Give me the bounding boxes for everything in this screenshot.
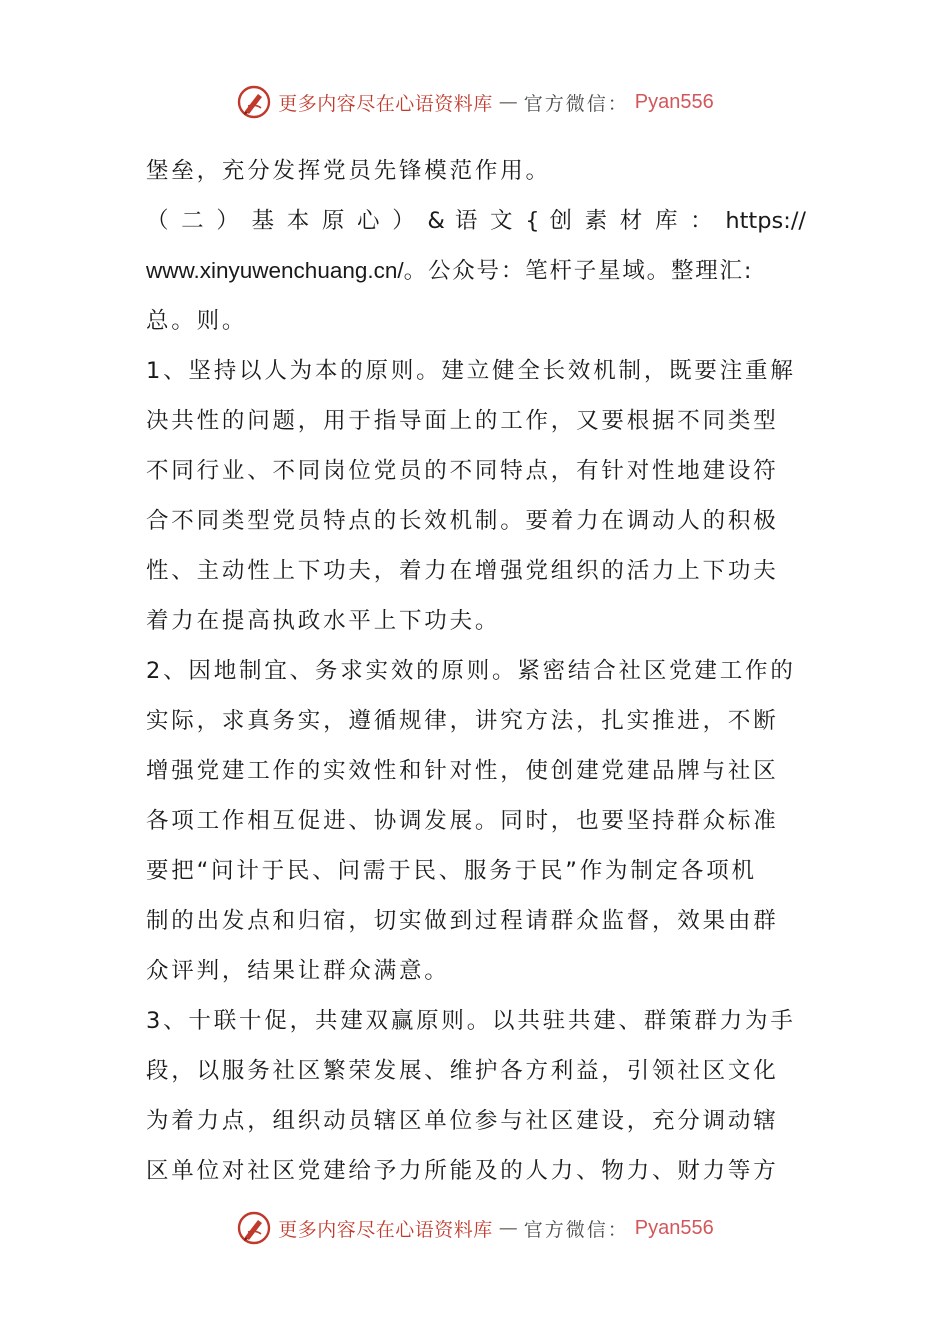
text-line: 众评判，结果让群众满意。 <box>146 958 450 984</box>
header-separator: — <box>498 91 518 113</box>
url-text: www.xinyuwenchuang.cn/ <box>146 258 404 283</box>
header-wechat-id: Pyan556 <box>634 90 714 113</box>
text-line: 为着力点，组织动员辖区单位参与社区建设，充分调动辖 <box>146 1108 779 1134</box>
footer-separator: — <box>498 1217 518 1239</box>
text-line: 制的出发点和归宿，切实做到过程请群众监督，效果由群 <box>146 908 779 934</box>
document-body <box>146 146 806 1196</box>
text-line: 合不同类型党员特点的长效机制。要着力在调动人的积极 <box>146 508 779 534</box>
footer-watermark <box>0 1206 950 1250</box>
text-line: 堡垒，充分发挥党员先锋模范作用。 <box>146 158 551 184</box>
header-site-text: 更多内容尽在心语资料库 <box>278 92 493 115</box>
text-segment: 。公众号：笔杆子星域。整理汇: <box>403 258 754 284</box>
text-line: 增强党建工作的实效性和针对性，使创建党建品牌与社区 <box>146 758 779 784</box>
text-line: 区单位对社区党建给予力所能及的人力、物力、财力等方 <box>146 1158 779 1184</box>
header-watermark <box>0 80 950 124</box>
text-line <box>146 246 806 296</box>
text-line: 1、坚持以人为本的原则。建立健全长效机制，既要注重解 <box>146 358 796 384</box>
text-line: 2、因地制宜、务求实效的原则。紧密结合社区党建工作的 <box>146 658 796 684</box>
text-line: 决共性的问题，用于指导面上的工作，又要根据不同类型 <box>146 408 779 434</box>
text-line: 要把“问计于民、问需于民、服务于民”作为制定各项机 <box>146 858 757 884</box>
text-line: 实际，求真务实，遵循规律，讲究方法，扎实推进，不断 <box>146 708 779 734</box>
text-line: 总。则。 <box>146 308 248 334</box>
footer-wechat-id: Pyan556 <box>634 1216 714 1239</box>
text-line: 性、主动性上下功夫，着力在增强党组织的活力上下功夫 <box>146 558 779 584</box>
text-line: 着力在提高执政水平上下功夫。 <box>146 608 501 634</box>
text-line: 各项工作相互促进、协调发展。同时，也要坚持群众标准 <box>146 808 779 834</box>
pen-logo-icon <box>236 84 272 120</box>
footer-wechat-label: 官方微信： <box>523 1218 629 1241</box>
pen-logo-icon <box>236 1210 272 1246</box>
text-line: 段，以服务社区繁荣发展、维护各方利益，引领社区文化 <box>146 1058 779 1084</box>
footer-site-text: 更多内容尽在心语资料库 <box>278 1218 493 1241</box>
header-wechat-label: 官方微信： <box>523 92 629 115</box>
text-line: 不同行业、不同岗位党员的不同特点，有针对性地建设符 <box>146 458 779 484</box>
text-line: （ 二 ） 基 本 原 心 ） & 语 文 { 创 素 材 库 ： https:// <box>146 208 806 234</box>
text-line: 3、十联十促，共建双赢原则。以共驻共建、群策群力为手 <box>146 1008 796 1034</box>
